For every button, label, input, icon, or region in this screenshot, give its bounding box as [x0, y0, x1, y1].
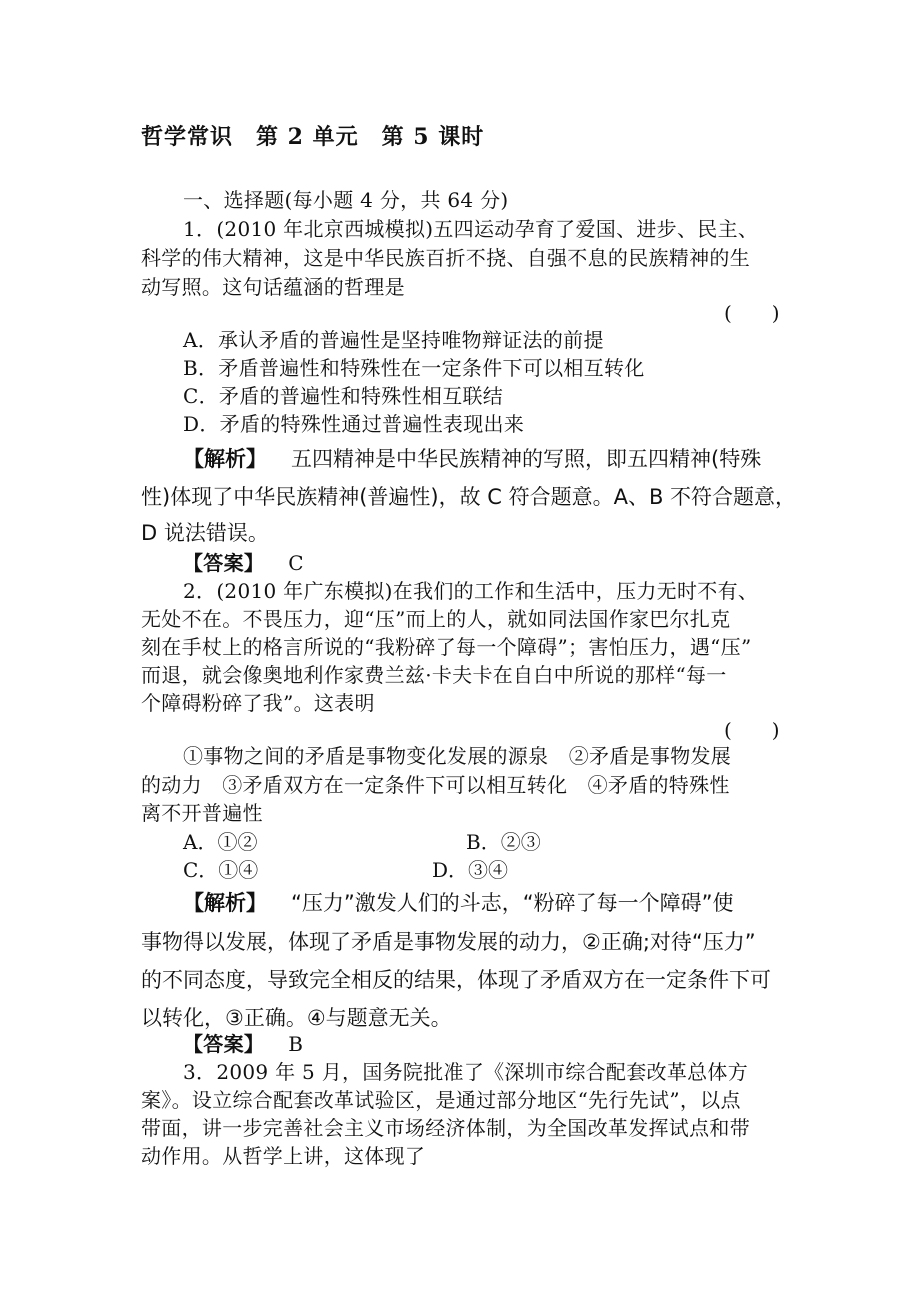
- q2-statement-line-3: 离不开普遍性: [141, 801, 263, 825]
- q3-stem-line-4: 动作用。从哲学上讲，这体现了: [141, 1144, 426, 1168]
- q2-analysis-line-1: [183, 886, 783, 920]
- q1-option-b: B．矛盾普遍性和特殊性在一定条件下可以相互转化: [183, 356, 645, 380]
- q2-stem-line-3: 刻在手杖上的格言所说的“我粉碎了每一个障碍”；害怕压力，遇“压”: [141, 635, 752, 659]
- q2-stem-line-1: 2．(2010 年广东模拟)在我们的工作和生活中，压力无时不有、: [183, 579, 759, 603]
- q1-stem-line-1: 1．(2010 年北京西城模拟)五四运动孕育了爱国、进步、民主、: [183, 217, 759, 241]
- q1-analysis-line-2: 性)体现了中华民族精神(普遍性)，故 C 符合题意。A、B 不符合题意，: [141, 485, 797, 509]
- q1-analysis-line-3: D 说法错误。: [141, 521, 269, 545]
- q1-option-a: A．承认矛盾的普遍性是坚持唯物辩证法的前提: [183, 328, 604, 352]
- q1-answer-label: 【答案】: [183, 551, 265, 575]
- q1-analysis-text-1: 五四精神是中华民族精神的写照，即五四精神(特殊: [291, 447, 762, 471]
- q1-analysis-label: 【解析】: [183, 447, 267, 471]
- q2-analysis-label: 【解析】: [183, 891, 267, 915]
- q2-answer-label: 【答案】: [183, 1032, 265, 1056]
- q1-stem-line-3: 动写照。这句话蕴涵的哲理是: [141, 275, 405, 299]
- q2-stem-line-5: 个障碍粉碎了我”。这表明: [141, 691, 375, 715]
- q1-option-d: D．矛盾的特殊性通过普遍性表现出来: [183, 412, 525, 436]
- q1-option-c: C．矛盾的普遍性和特殊性相互联结: [183, 384, 504, 408]
- q2-stem-line-4: 而退，就会像奥地利作家费兰兹·卡夫卡在自白中所说的那样“每一: [141, 663, 727, 687]
- q2-answer-blank: ( ): [724, 718, 780, 742]
- q2-analysis-text-1: “压力”激发人们的斗志，“粉碎了每一个障碍”使: [291, 891, 734, 915]
- q2-analysis-line-4: 以转化，③正确。④与题意无关。: [141, 1006, 452, 1030]
- q1-stem-line-2: 科学的伟大精神，这是中华民族百折不挠、自强不息的民族精神的生: [141, 246, 750, 270]
- q3-stem-line-1: 3．2009 年 5 月，国务院批准了《深圳市综合配套改革总体方: [183, 1060, 749, 1084]
- q2-answer-value: B: [288, 1032, 304, 1056]
- q2-option-a: A．①②: [183, 830, 258, 854]
- q2-statement-line-1: ①事物之间的矛盾是事物变化发展的源泉 ②矛盾是事物发展: [183, 744, 732, 768]
- q1-answer-blank: ( ): [724, 301, 780, 325]
- q2-analysis-line-3: 的不同态度，导致完全相反的结果，体现了矛盾双方在一定条件下可: [141, 968, 771, 992]
- q2-option-b: B．②③: [466, 830, 541, 854]
- q1-answer-line: [183, 549, 783, 577]
- q2-analysis-line-2: 事物得以发展，体现了矛盾是事物发展的动力，②正确;对待“压力”: [141, 930, 756, 954]
- q2-statement-line-2: 的动力 ③矛盾双方在一定条件下可以相互转化 ④矛盾的特殊性: [141, 773, 730, 797]
- q1-analysis-line-1: [183, 442, 783, 476]
- q2-option-d: D．③④: [432, 858, 509, 882]
- q2-answer-line: [183, 1030, 783, 1058]
- page-title: 哲学常识 第 2 单元 第 5 课时: [141, 124, 485, 150]
- q1-answer-value: C: [288, 551, 304, 575]
- q2-option-c: C．①④: [183, 858, 259, 882]
- q3-stem-line-2: 案》。设立综合配套改革试验区，是通过部分地区“先行先试”，以点: [141, 1088, 741, 1112]
- q2-stem-line-2: 无处不在。不畏压力，迎“压”而上的人，就如同法国作家巴尔扎克: [141, 607, 731, 631]
- section-heading: 一、选择题(每小题 4 分，共 64 分): [183, 188, 509, 212]
- q3-stem-line-3: 带面，讲一步完善社会主义市场经济体制，为全国改革发挥试点和带: [141, 1116, 750, 1140]
